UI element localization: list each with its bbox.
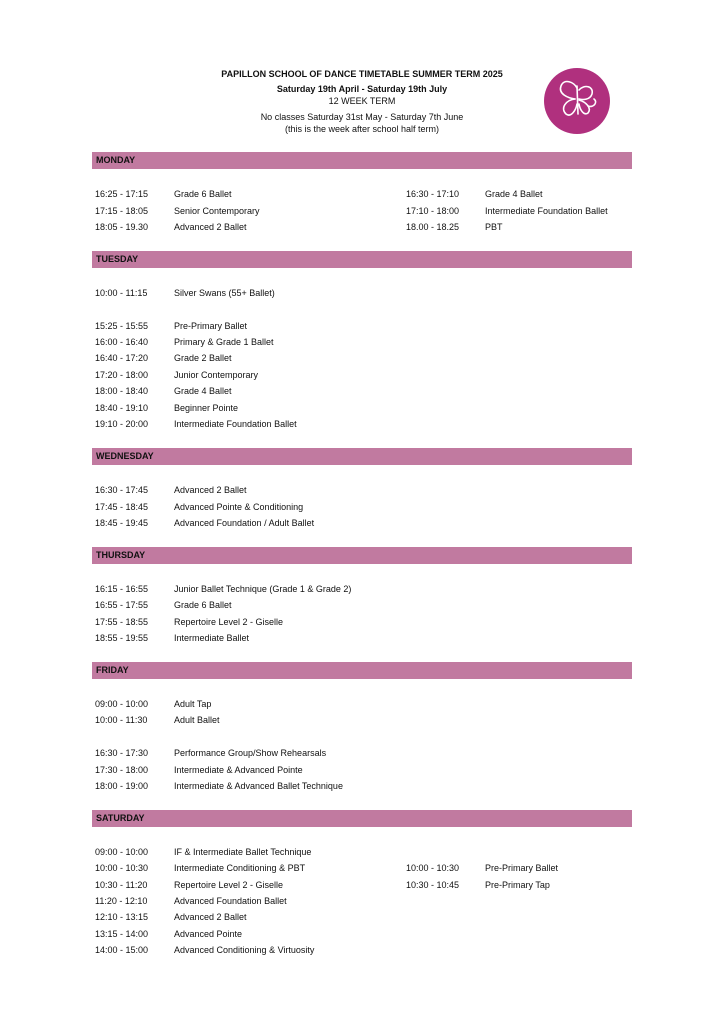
class-name: Beginner Pointe [174,403,239,413]
class-name: Grade 2 Ballet [174,353,232,363]
class-time: 10:00 - 10:30 [95,863,149,873]
class-name: Junior Contemporary [174,370,259,380]
class-time: 16:30 - 17:10 [406,189,460,199]
day-label: THURSDAY [96,550,146,560]
page-title: PAPILLON SCHOOL OF DANCE TIMETABLE SUMMER TERM 2025 [221,69,503,79]
term-dates: Saturday 19th April - Saturday 19th July [276,84,448,94]
class-name: Intermediate & Advanced Pointe [174,765,303,775]
day-header-monday [92,152,632,169]
class-time: 09:00 - 10:00 [95,699,149,709]
day-header-saturday [92,810,632,827]
class-time: 17:30 - 18:00 [95,765,149,775]
term-length: 12 WEEK TERM [328,96,396,106]
class-name: Pre-Primary Ballet [485,863,559,873]
class-time: 11:20 - 12:10 [95,896,148,906]
class-name: Grade 6 Ballet [174,600,232,610]
day-label: FRIDAY [96,665,129,675]
class-time: 18:05 - 19.30 [95,222,149,232]
class-time: 10:30 - 11:20 [95,880,148,890]
class-name: PBT [485,222,503,232]
class-time: 17:20 - 18:00 [95,370,149,380]
class-time: 10:30 - 10:45 [406,880,460,890]
class-name: Advanced 2 Ballet [174,912,247,922]
class-time: 15:25 - 15:55 [95,321,149,331]
class-name: Adult Ballet [174,715,220,725]
class-name: Adult Tap [174,699,212,709]
class-name: Primary & Grade 1 Ballet [174,337,274,347]
class-name: Pre-Primary Ballet [174,321,248,331]
class-time: 16:30 - 17:30 [95,748,149,758]
class-name: Pre-Primary Tap [485,880,550,890]
class-name: Intermediate Foundation Ballet [485,206,608,216]
class-time: 10:00 - 11:15 [95,288,148,298]
class-time: 18:55 - 19:55 [95,633,149,643]
class-name: Advanced Pointe & Conditioning [174,502,304,512]
day-label: WEDNESDAY [96,451,154,461]
class-name: Advanced Pointe [174,929,243,939]
class-time: 10:00 - 11:30 [95,715,148,725]
class-name: Advanced 2 Ballet [174,222,247,232]
half-term-note: (this is the week after school half term) [284,124,440,134]
class-name: Repertoire Level 2 - Giselle [174,617,284,627]
class-time: 18:00 - 19:00 [95,781,149,791]
class-time: 16:15 - 16:55 [95,584,149,594]
class-time: 18:40 - 19:10 [95,403,149,413]
day-label: MONDAY [96,155,136,165]
class-time: 16:40 - 17:20 [95,353,149,363]
class-time: 14:00 - 15:00 [95,945,149,955]
day-header-wednesday [92,448,632,465]
class-name: Grade 4 Ballet [174,386,232,396]
class-name: Advanced 2 Ballet [174,485,247,495]
class-name: Grade 4 Ballet [485,189,543,199]
class-name: Advanced Foundation Ballet [174,896,287,906]
class-name: Intermediate Foundation Ballet [174,419,297,429]
class-time: 09:00 - 10:00 [95,847,149,857]
class-time: 19:10 - 20:00 [95,419,149,429]
class-time: 10:00 - 10:30 [406,863,460,873]
class-time: 17:45 - 18:45 [95,502,149,512]
day-header-tuesday [92,251,632,268]
class-name: Performance Group/Show Rehearsals [174,748,327,758]
day-label: TUESDAY [96,254,139,264]
class-time: 16:55 - 17:55 [95,600,149,610]
class-name: Repertoire Level 2 - Giselle [174,880,284,890]
class-name: IF & Intermediate Ballet Technique [174,847,312,857]
class-time: 12:10 - 13:15 [95,912,149,922]
class-name: Advanced Conditioning & Virtuosity [174,945,315,955]
class-name: Advanced Foundation / Adult Ballet [174,518,315,528]
class-time: 16:30 - 17:45 [95,485,149,495]
class-name: Intermediate & Advanced Ballet Technique [174,781,343,791]
class-name: Grade 6 Ballet [174,189,232,199]
class-name: Intermediate Conditioning & PBT [174,863,306,873]
day-header-thursday [92,547,632,564]
class-name: Senior Contemporary [174,206,260,216]
class-time: 13:15 - 14:00 [95,929,149,939]
class-time: 18:00 - 18:40 [95,386,149,396]
day-label: SATURDAY [96,813,145,823]
day-header-friday [92,662,632,679]
class-name: Silver Swans (55+ Ballet) [174,288,275,298]
class-time: 16:25 - 17:15 [95,189,149,199]
class-time: 17:10 - 18:00 [406,206,460,216]
class-name: Junior Ballet Technique (Grade 1 & Grade 2) [174,584,352,594]
butterfly-icon [544,68,610,134]
class-time: 17:15 - 18:05 [95,206,149,216]
class-time: 17:55 - 18:55 [95,617,149,627]
class-time: 18:45 - 19:45 [95,518,149,528]
class-name: Intermediate Ballet [174,633,250,643]
no-classes-note: No classes Saturday 31st May - Saturday 7th June [260,112,464,122]
class-time: 18.00 - 18.25 [406,222,460,232]
class-time: 16:00 - 16:40 [95,337,149,347]
